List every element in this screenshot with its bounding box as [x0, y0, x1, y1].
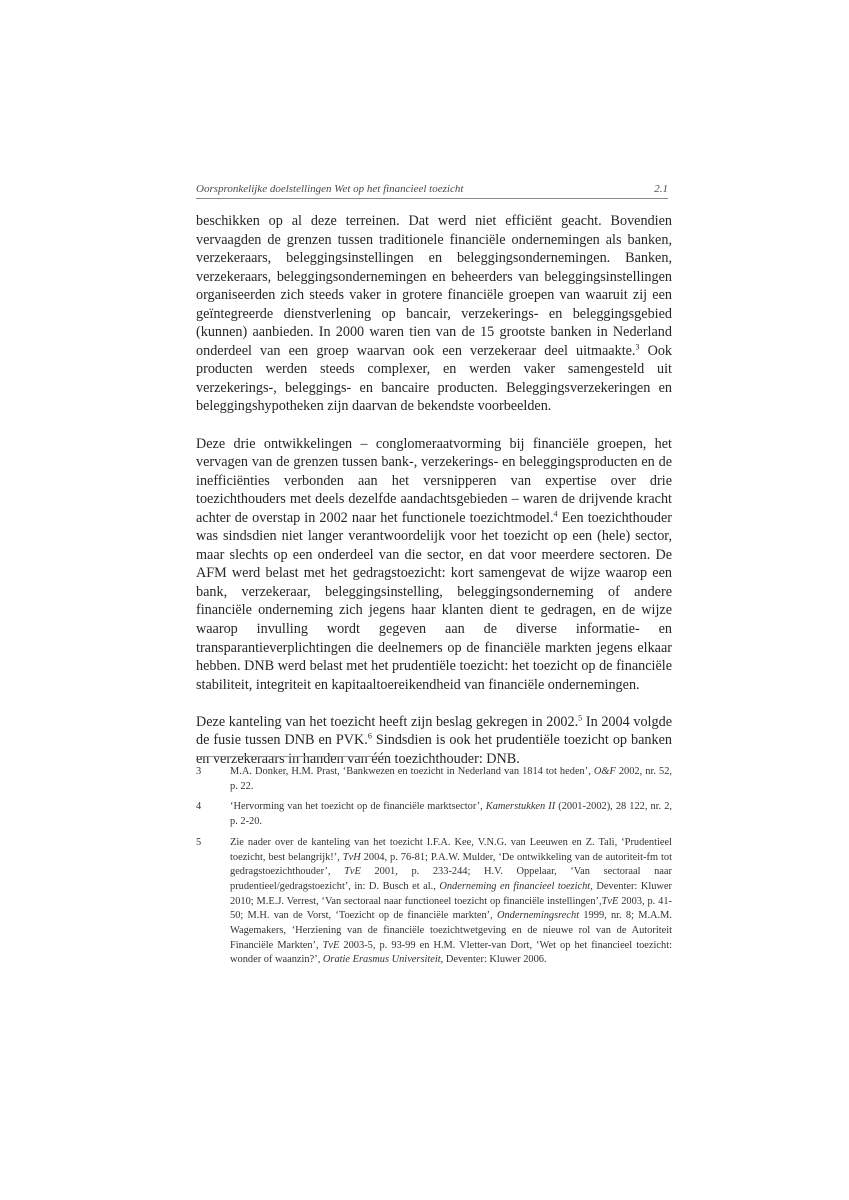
footnote	[196, 765, 672, 794]
footnote-number: 4	[196, 801, 202, 813]
body-paragraph	[196, 435, 672, 695]
footnote	[196, 800, 672, 829]
paragraph-text: Ook producten werden steeds complexer, en werden vaker samengesteld uit verzekerings-, beleggings- en bancaire producten. Beleggingsverzekeringen en beleggingshypotheken zijn daarvan de bekendste voorbeelden.	[196, 342, 673, 415]
footnote-text-run: 2003-5, p. 93-99 en H.M. Vletter-van Dort, ‘Wet op het financieel toezicht: wonder of waanzin?’,	[230, 939, 673, 966]
footnote-italic-text: Oratie Erasmus Universiteit	[322, 954, 441, 966]
paragraph-text: Sindsdien is ook het prudentiële toezicht op banken en verzekeraars in handen van één toezichthouder: DNB.	[196, 732, 673, 767]
footnote-italic-text: Kamerstukken II	[485, 801, 556, 813]
paragraph-text: Deze drie ontwikkelingen – conglomeraatvorming bij financiële groepen, het vervagen van de grenzen tussen bank-, verzekerings- en beleggingsproducten en de inefficiënties verbonden aan het versnipperen van expertise over drie toezichthouders met deels dezelfde aandachtsgebieden – waren de drijvende kracht achter de overstap in 2002 naar het functionele toezichtmodel.	[196, 435, 672, 526]
paragraph-text: In 2004 volgde de fusie tussen DNB en PVK.	[196, 713, 672, 749]
body-paragraph	[196, 212, 672, 416]
footnote-text	[230, 765, 672, 794]
footnote-text-run: Zie nader over de kanteling van het toezicht I.F.A. Kee, V.N.G. van Leeuwen en Z. Tali, ‘Prudentieel toezicht, best belangrijk!’,	[230, 836, 672, 863]
footnote-reference: 6	[367, 731, 372, 741]
footnote-italic-text: TvE	[322, 939, 340, 951]
footnote-italic-text: TvE	[601, 895, 619, 907]
footnote-text-run: 2001, p. 233-244; H.V. Oppelaar, ‘Van sectoraal naar prudentieel/gedragstoezicht’, in: D. Busch et al.,	[230, 866, 672, 892]
footnote-italic-text: Ondernemingsrecht	[496, 910, 580, 922]
footnote-text-run: M.A. Donker, H.M. Prast, ‘Bankwezen en toezicht in Nederland van 1814 tot heden’,	[230, 766, 594, 777]
body-text	[196, 212, 672, 768]
footnote-reference: 3	[635, 342, 640, 352]
section-number: 2.1	[654, 183, 668, 195]
footnote-text-run: , Deventer: Kluwer 2010; M.E.J. Verrest, ‘Van sectoraal naar functioneel toezicht op financiële instellingen’,	[230, 880, 672, 907]
body-paragraph	[196, 713, 672, 769]
footnote-text-run: ‘Hervorming van het toezicht op de financiële marktsector’,	[230, 801, 486, 813]
footnote-text-run: 2004, p. 76-81; P.A.W. Mulder, ‘De ontwikkeling van de autoriteit-fm tot gedragstoezichthouder’,	[230, 851, 672, 878]
paragraph-text: Deze kanteling van het toezicht heeft zijn beslag gekregen in 2002.	[196, 713, 579, 730]
footnote-text-run: 1999, nr. 8; M.A.M. Wagemakers, ‘Herziening van de financiële toezichtwetgeving en de nieuwe rol van de Autoriteit Financiële Markten’,	[230, 910, 672, 951]
footnote-text-run: (2001-2002), 28 122, nr. 2, p. 2-20.	[230, 801, 672, 828]
footnotes	[196, 765, 672, 974]
footnote-italic-text: O&F	[593, 766, 616, 777]
running-header	[196, 183, 668, 199]
footnote-italic-text: TvH	[342, 851, 361, 863]
paragraph-text: beschikken op al deze terreinen. Dat werd niet efficiënt geacht. Bovendien vervaagden de grenzen tussen traditionele financiële ondernemingen als banken, verzekeraars, beleggingsinstellingen en beleggingsondernemingen. Banken, verzekeraars, beleggingsondernemingen en beheerders van beleggingsinstellingen organiseerden zich steeds vaker in grotere financiële groepen van waaruit zij een geïntegreerde dienstverlening op bancair, verzekerings- en beleggingsgebied (kunnen) aanbieden. In 2000 waren tien van de 15 grootste banken in Nederland onderdeel van een groep waarvan ook een verzekeraar deel uitmaakte.	[196, 213, 672, 359]
footnote-reference: 4	[553, 509, 558, 519]
footnote-italic-text: Onderneming en financieel toezicht	[439, 880, 591, 892]
paragraph-text: Een toezichthouder was sindsdien niet langer verantwoordelijk voor het toezicht op een (hele) sector, maar slechts op een onderdeel van die sector, en dat voor meerdere sectoren. De AFM werd belast met het gedragstoezicht: kort samengevat de wijze waarop een bank, verzekeraar, beleggingsinstelling, beleggingsonderneming of andere financiële onderneming zich jegens haar klanten dient te gedragen, en de wijze waarop invulling wordt gegeven aan de diverse informatie- en transparantieverplichtingen die deelnemers op de financiële markten jegens elkaar hebben. DNB werd belast met het prudentiële toezicht: het toezicht op de financiële stabiliteit, integriteit en kapitaaltoereikendheid van financiële ondernemingen.	[196, 509, 673, 693]
footnote-text-run: 2002, nr. 52, p. 22.	[230, 766, 672, 792]
footnote-divider	[196, 756, 386, 757]
footnote-number: 5	[196, 836, 202, 848]
footnote-italic-text: TvE	[344, 866, 361, 878]
footnote-text-run: , Deventer: Kluwer 2006.	[440, 954, 547, 966]
running-title: Oorspronkelijke doelstellingen Wet op het financieel toezicht	[196, 183, 464, 195]
footnote-number: 3	[196, 766, 202, 777]
footnote-reference: 5	[578, 713, 583, 723]
footnote-text-run: 2003, p. 41-50; M.H. van de Vorst, ‘Toezicht op de financiële markten’,	[230, 895, 672, 922]
footnote	[196, 836, 672, 968]
footnote-text	[230, 800, 672, 829]
footnote-text	[230, 836, 672, 968]
